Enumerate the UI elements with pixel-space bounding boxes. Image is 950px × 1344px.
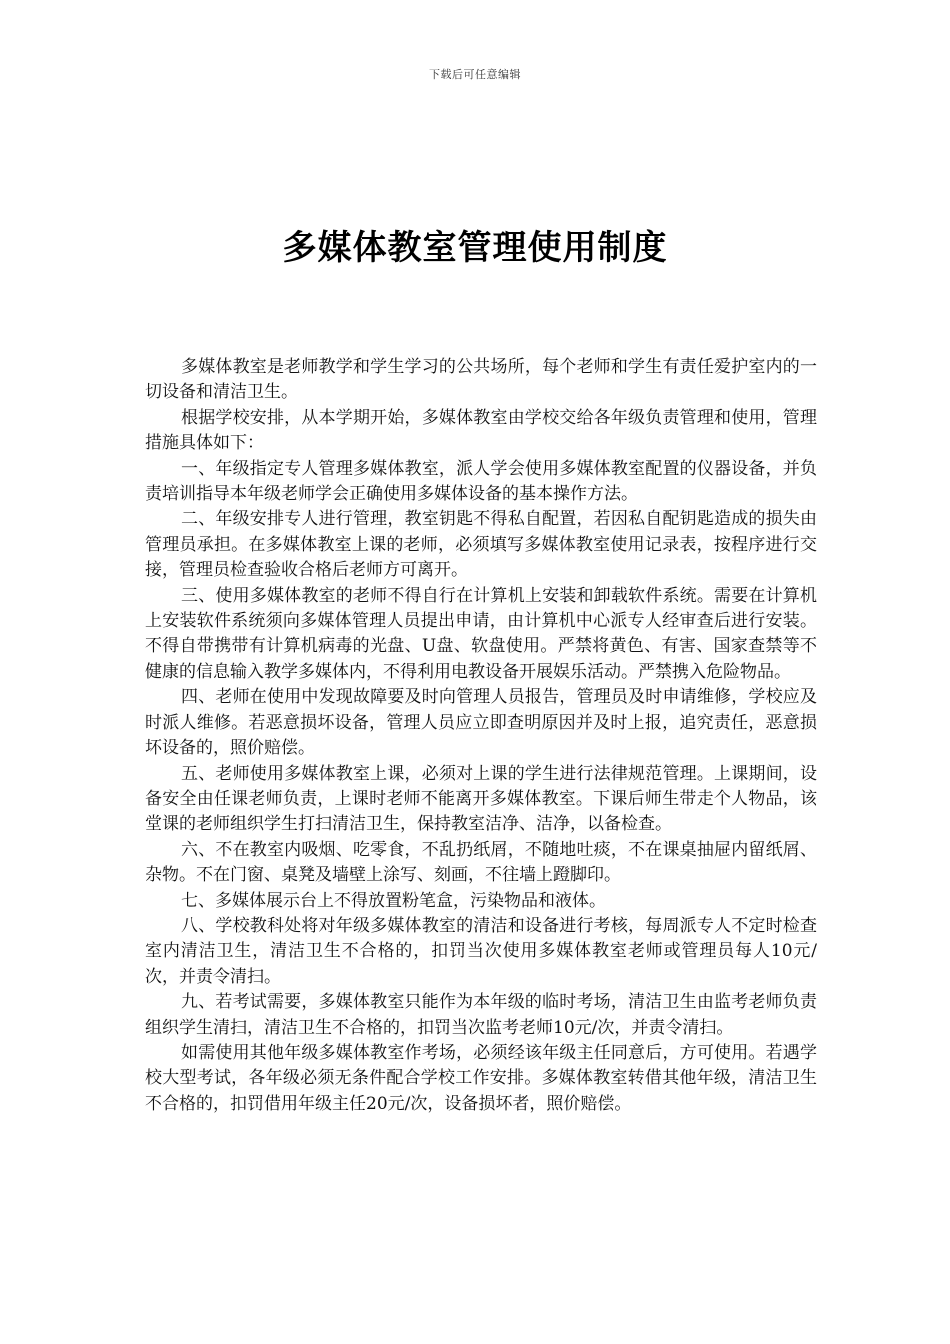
paragraph-rule-1: 一、年级指定专人管理多媒体教室，派人学会使用多媒体教室配置的仪器设备，并负责培训指导本年级老师学会正确使用多媒体设备的基本操作方法。 — [145, 458, 817, 505]
paragraph-rule-7: 七、多媒体展示台上不得放置粉笔盒，污染物品和液体。 — [181, 890, 606, 911]
paragraph-rule-8: 八、学校教科处将对年级多媒体教室的清洁和设备进行考核，每周派专人不定时检查室内清洁卫生，清洁卫生不合格的，扣罚当次使用多媒体教室老师或管理员每人10元/次，并责令清扫。 — [145, 915, 817, 987]
document-title: 多媒体教室管理使用制度 — [282, 228, 668, 268]
paragraph-arrangement: 根据学校安排，从本学期开始，多媒体教室由学校交给各年级负责管理和使用，管理措施具体如下： — [145, 407, 817, 454]
paragraph-rule-2: 二、年级安排专人进行管理，教室钥匙不得私自配置，若因私自配钥匙造成的损失由管理员承担。在多媒体教室上课的老师，必须填写多媒体教室使用记录表，按程序进行交接，管理员检查验收合格后老师方可离开。 — [145, 509, 817, 581]
paragraph-rule-9: 九、若考试需要，多媒体教室只能作为本年级的临时考场，清洁卫生由监考老师负责组织学生清扫，清洁卫生不合格的，扣罚当次监考老师10元/次，并责令清扫。 — [145, 992, 817, 1038]
paragraph-rule-6: 六、不在教室内吸烟、吃零食，不乱扔纸屑，不随地吐痰，不在课桌抽屉内留纸屑、杂物。不在门窗、桌凳及墙壁上涂写、刻画，不往墙上蹬脚印。 — [145, 839, 817, 886]
paragraph-rule-5: 五、老师使用多媒体教室上课，必须对上课的学生进行法律规范管理。上课期间，设备安全由任课老师负责，上课时老师不能离开多媒体教室。下课后师生带走个人物品，该堂课的老师组织学生打扫清洁卫生，保持教室洁净、洁净，以备检查。 — [145, 763, 817, 835]
paragraph-rule-4: 四、老师在使用中发现故障要及时向管理人员报告，管理员及时申请维修，学校应及时派人维修。若恶意损坏设备，管理人员应立即查明原因并及时上报，追究责任，恶意损坏设备的，照价赔偿。 — [145, 687, 817, 759]
paragraph-supplement: 如需使用其他年级多媒体教室作考场，必须经该年级主任同意后，方可使用。若遇学校大型考试，各年级必须无条件配合学校工作安排。多媒体教室转借其他年级，清洁卫生不合格的，扣罚借用年级主任20元/次，设备损坏者，照价赔偿。 — [145, 1042, 817, 1114]
document-body — [145, 355, 817, 1117]
paragraph-intro: 多媒体教室是老师教学和学生学习的公共场所，每个老师和学生有责任爱护室内的一切设备和清洁卫生。 — [145, 357, 817, 403]
header-note: 下载后可任意编辑 — [429, 68, 521, 81]
paragraph-rule-3: 三、使用多媒体教室的老师不得自行在计算机上安装和卸载软件系统。需要在计算机上安装软件系统须向多媒体管理人员提出申请，由计算机中心派专人经审查后进行安装。不得自带携带有计算机病毒的光盘、U盘、软盘使用。严禁将黄色、有害、国家查禁等不健康的信息输入教学多媒体内，不得利用电教设备开展娱乐活动。严禁携入危险物品。 — [145, 585, 817, 682]
